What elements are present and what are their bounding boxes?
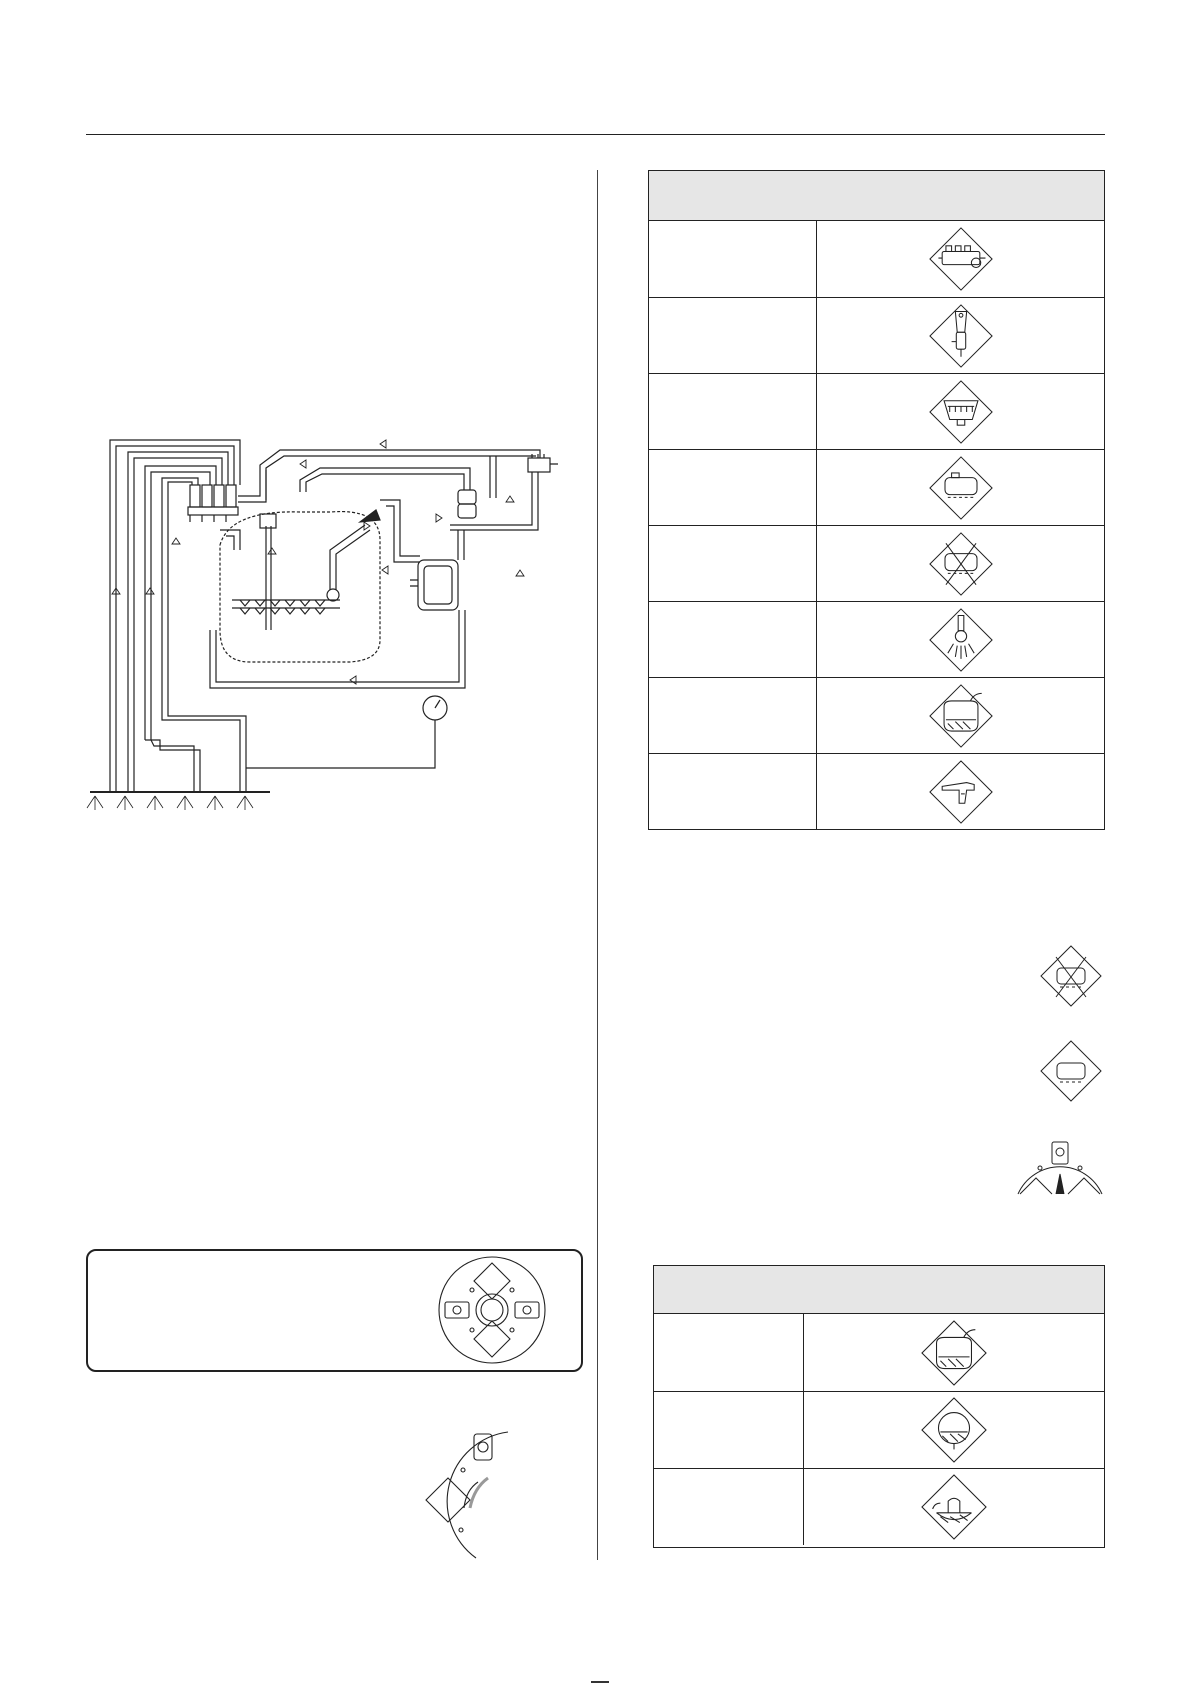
function-table-row-icon-cell [817, 221, 1104, 297]
tank-rinse-nozzle-icon [929, 608, 993, 672]
function-table-row-icon-cell [817, 298, 1104, 373]
rinse-tank-icon [929, 684, 993, 748]
selector-dial-icon [437, 1255, 547, 1365]
main-tank-off-icon [929, 532, 993, 596]
function-table-row-icon-cell [817, 678, 1104, 753]
spray-circuit-diagram [80, 430, 580, 810]
function-table-row-icon-cell [817, 374, 1104, 449]
tank-table-body [654, 1314, 1104, 1547]
function-table-row [649, 525, 1104, 601]
header-rule [86, 134, 1105, 135]
page-foot-mark [591, 1681, 609, 1683]
function-table-body [649, 221, 1104, 829]
function-table-row-icon-cell [817, 526, 1104, 601]
tank-table-row [654, 1391, 1104, 1468]
rinse-tank-icon [921, 1320, 987, 1386]
function-table-row-label-cell [649, 678, 817, 753]
function-table-row-label-cell [649, 298, 817, 373]
function-table-row-label-cell [649, 450, 817, 525]
function-table-row-icon-cell [817, 450, 1104, 525]
function-table-row [649, 373, 1104, 449]
tank-table [653, 1265, 1105, 1548]
valve-position-icon [1014, 1138, 1106, 1194]
function-table [648, 170, 1105, 830]
tank-table-row [654, 1314, 1104, 1391]
hand-wash-tank-icon [921, 1397, 987, 1463]
function-table-row [649, 297, 1104, 373]
column-divider [597, 170, 598, 1560]
function-table-row [649, 221, 1104, 297]
main-tank-icon [929, 456, 993, 520]
function-table-row-label-cell [649, 602, 817, 677]
function-table-row [649, 677, 1104, 753]
tank-table-header [654, 1266, 1104, 1314]
function-table-row-icon-cell [817, 602, 1104, 677]
chemical-inductor-icon [921, 1474, 987, 1540]
function-table-row [649, 601, 1104, 677]
dial-close-up-icon [418, 1430, 588, 1560]
function-table-row-icon-cell [817, 754, 1104, 829]
tank-table-row-label-cell [654, 1469, 804, 1545]
suction-filter-icon [929, 304, 993, 368]
function-table-row-label-cell [649, 374, 817, 449]
function-table-header [649, 171, 1104, 221]
tank-table-row-label-cell [654, 1314, 804, 1391]
agitation-tank-icon [929, 380, 993, 444]
control-unit-icon [929, 227, 993, 291]
tank-table-row-icon-cell [804, 1469, 1104, 1545]
function-table-row [649, 753, 1104, 829]
tank-table-row [654, 1468, 1104, 1545]
function-table-row-label-cell [649, 526, 817, 601]
function-table-row-label-cell [649, 221, 817, 297]
tank-table-row-icon-cell [804, 1314, 1104, 1391]
spray-gun-icon [929, 760, 993, 824]
main-tank-icon [1040, 1040, 1102, 1102]
function-table-row-label-cell [649, 754, 817, 829]
main-tank-off-icon [1040, 945, 1102, 1007]
tank-table-row-icon-cell [804, 1392, 1104, 1468]
function-table-row [649, 449, 1104, 525]
tank-table-row-label-cell [654, 1392, 804, 1468]
